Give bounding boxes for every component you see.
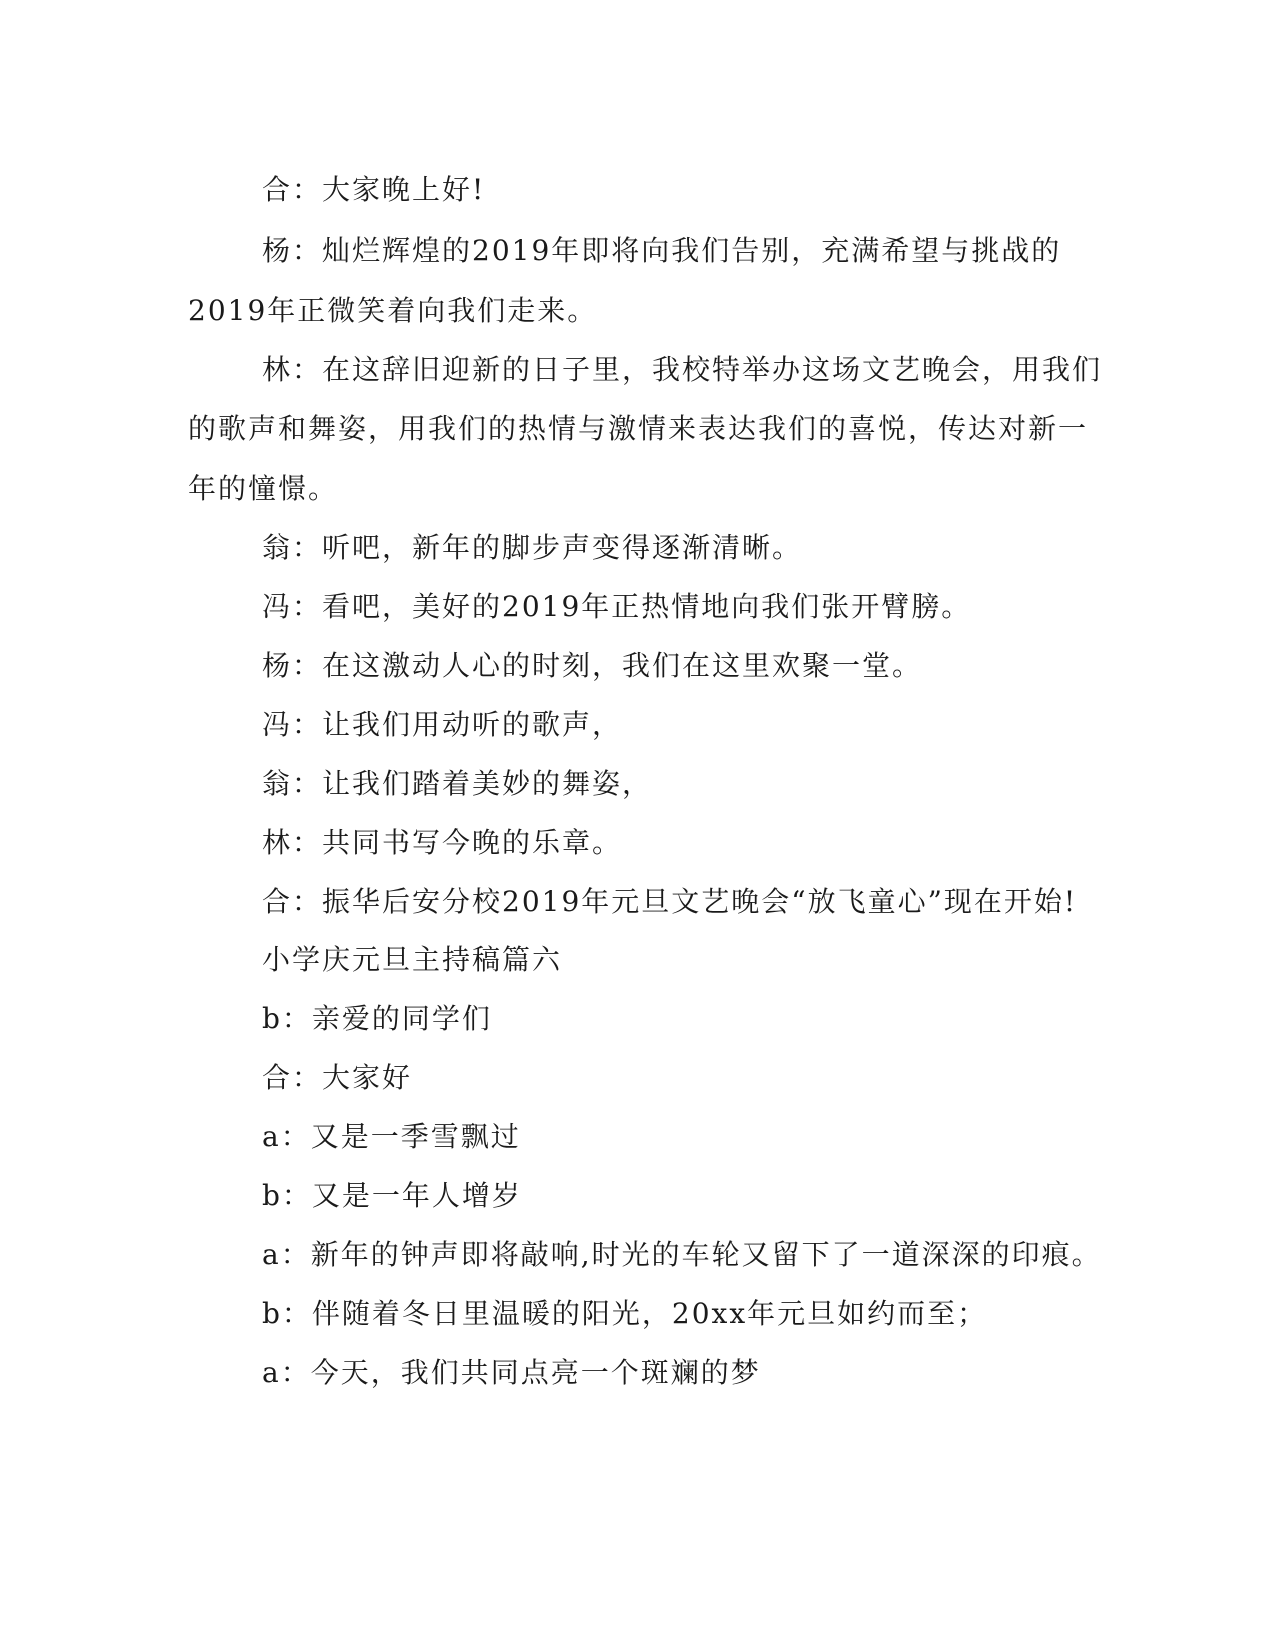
dialogue-line: 合：振华后安分校2019年元旦文艺晚会“放飞童心”现在开始! <box>262 885 1078 918</box>
section-heading: 小学庆元旦主持稿篇六 <box>262 943 563 976</box>
dialogue-line: 翁：听吧，新年的脚步声变得逐渐清晰。 <box>262 531 803 564</box>
dialogue-line: 林：在这辞旧迎新的日子里，我校特举办这场文艺晚会，用我们 <box>262 353 1103 386</box>
dialogue-line-continuation: 的歌声和舞姿，用我们的热情与激情来表达我们的喜悦，传达对新一 <box>188 412 1089 445</box>
dialogue-line: 冯：看吧，美好的2019年正热情地向我们张开臂膀。 <box>262 590 972 623</box>
dialogue-line: 林：共同书写今晚的乐章。 <box>262 826 623 859</box>
dialogue-line: 杨：灿烂辉煌的2019年即将向我们告别，充满希望与挑战的 <box>262 234 1062 267</box>
dialogue-line: 翁：让我们踏着美妙的舞姿， <box>262 767 653 800</box>
dialogue-line: b：又是一年人增岁 <box>262 1179 522 1212</box>
dialogue-line: 杨：在这激动人心的时刻，我们在这里欢聚一堂。 <box>262 649 923 682</box>
dialogue-line: 冯：让我们用动听的歌声， <box>262 708 623 741</box>
dialogue-line: a：新年的钟声即将敲响,时光的车轮又留下了一道深深的印痕。 <box>262 1238 1102 1271</box>
dialogue-line-continuation: 2019年正微笑着向我们走来。 <box>188 294 598 327</box>
dialogue-line-continuation: 年的憧憬。 <box>188 472 339 505</box>
dialogue-line: a：又是一季雪飘过 <box>262 1120 521 1153</box>
dialogue-line: b：伴随着冬日里温暖的阳光，20xx年元旦如约而至； <box>262 1297 988 1330</box>
dialogue-line: 合：大家晚上好! <box>262 173 486 206</box>
dialogue-line: 合：大家好 <box>262 1061 413 1094</box>
dialogue-line: b：亲爱的同学们 <box>262 1002 492 1035</box>
dialogue-line: a：今天，我们共同点亮一个斑斓的梦 <box>262 1356 761 1389</box>
